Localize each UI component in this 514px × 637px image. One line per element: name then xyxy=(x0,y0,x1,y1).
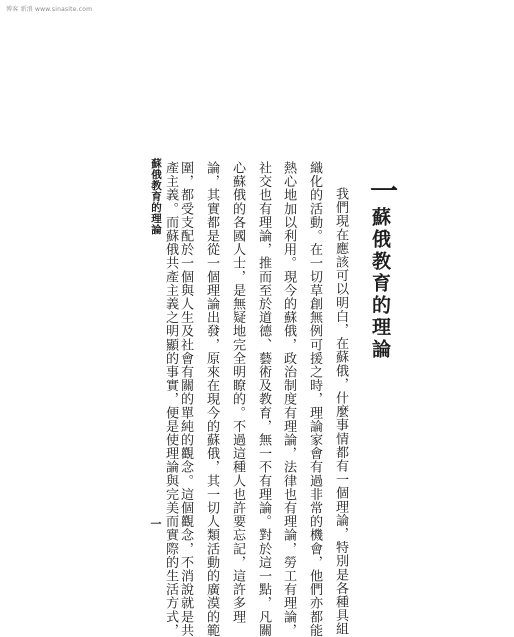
text-line-7: 圍，都受支配於一個與人生及社會有關的單純的觀念。這個觀念，不消說就是共 xyxy=(178,161,193,637)
text-line-8: 產主義。而蘇俄共產主義之明顯的事實，便是使理論與完美而實際的生活方式， xyxy=(163,161,178,637)
chapter-number: 一 xyxy=(366,176,399,204)
watermark: 博客 新浪 www.sinasite.com xyxy=(6,6,93,13)
text-line-4: 社交也有理論，推而至於道德、藝術及教育，無一不有理論。對於這一點，凡關 xyxy=(256,161,271,637)
text-line-2: 織化的活動。在一切草創無例可援之時，理論家會有過非常的機會，他們亦都能 xyxy=(307,161,322,637)
text-line-1: 我們現在應該可以明白，在蘇俄，什麼事情都有一個理論，特別是各種具組 xyxy=(333,187,348,636)
page-number: 一 xyxy=(149,518,162,529)
chapter-title: 蘇俄教育的理論 xyxy=(369,207,391,361)
running-title: 蘇俄教育的理論 xyxy=(150,158,162,235)
text-line-3: 熱心地加以利用。現今的蘇俄，政治制度有理論，法律也有理論，勞工有理論， xyxy=(281,161,296,637)
text-line-6: 論，其實都是從一個理論出發，原來在現今的蘇俄，其一切人類活動的廣漠的範 xyxy=(204,161,219,637)
text-line-5: 心蘇俄的各國人士，是無疑地完全明瞭的。不過這種人也許要忘記，這許多理 xyxy=(230,161,245,624)
